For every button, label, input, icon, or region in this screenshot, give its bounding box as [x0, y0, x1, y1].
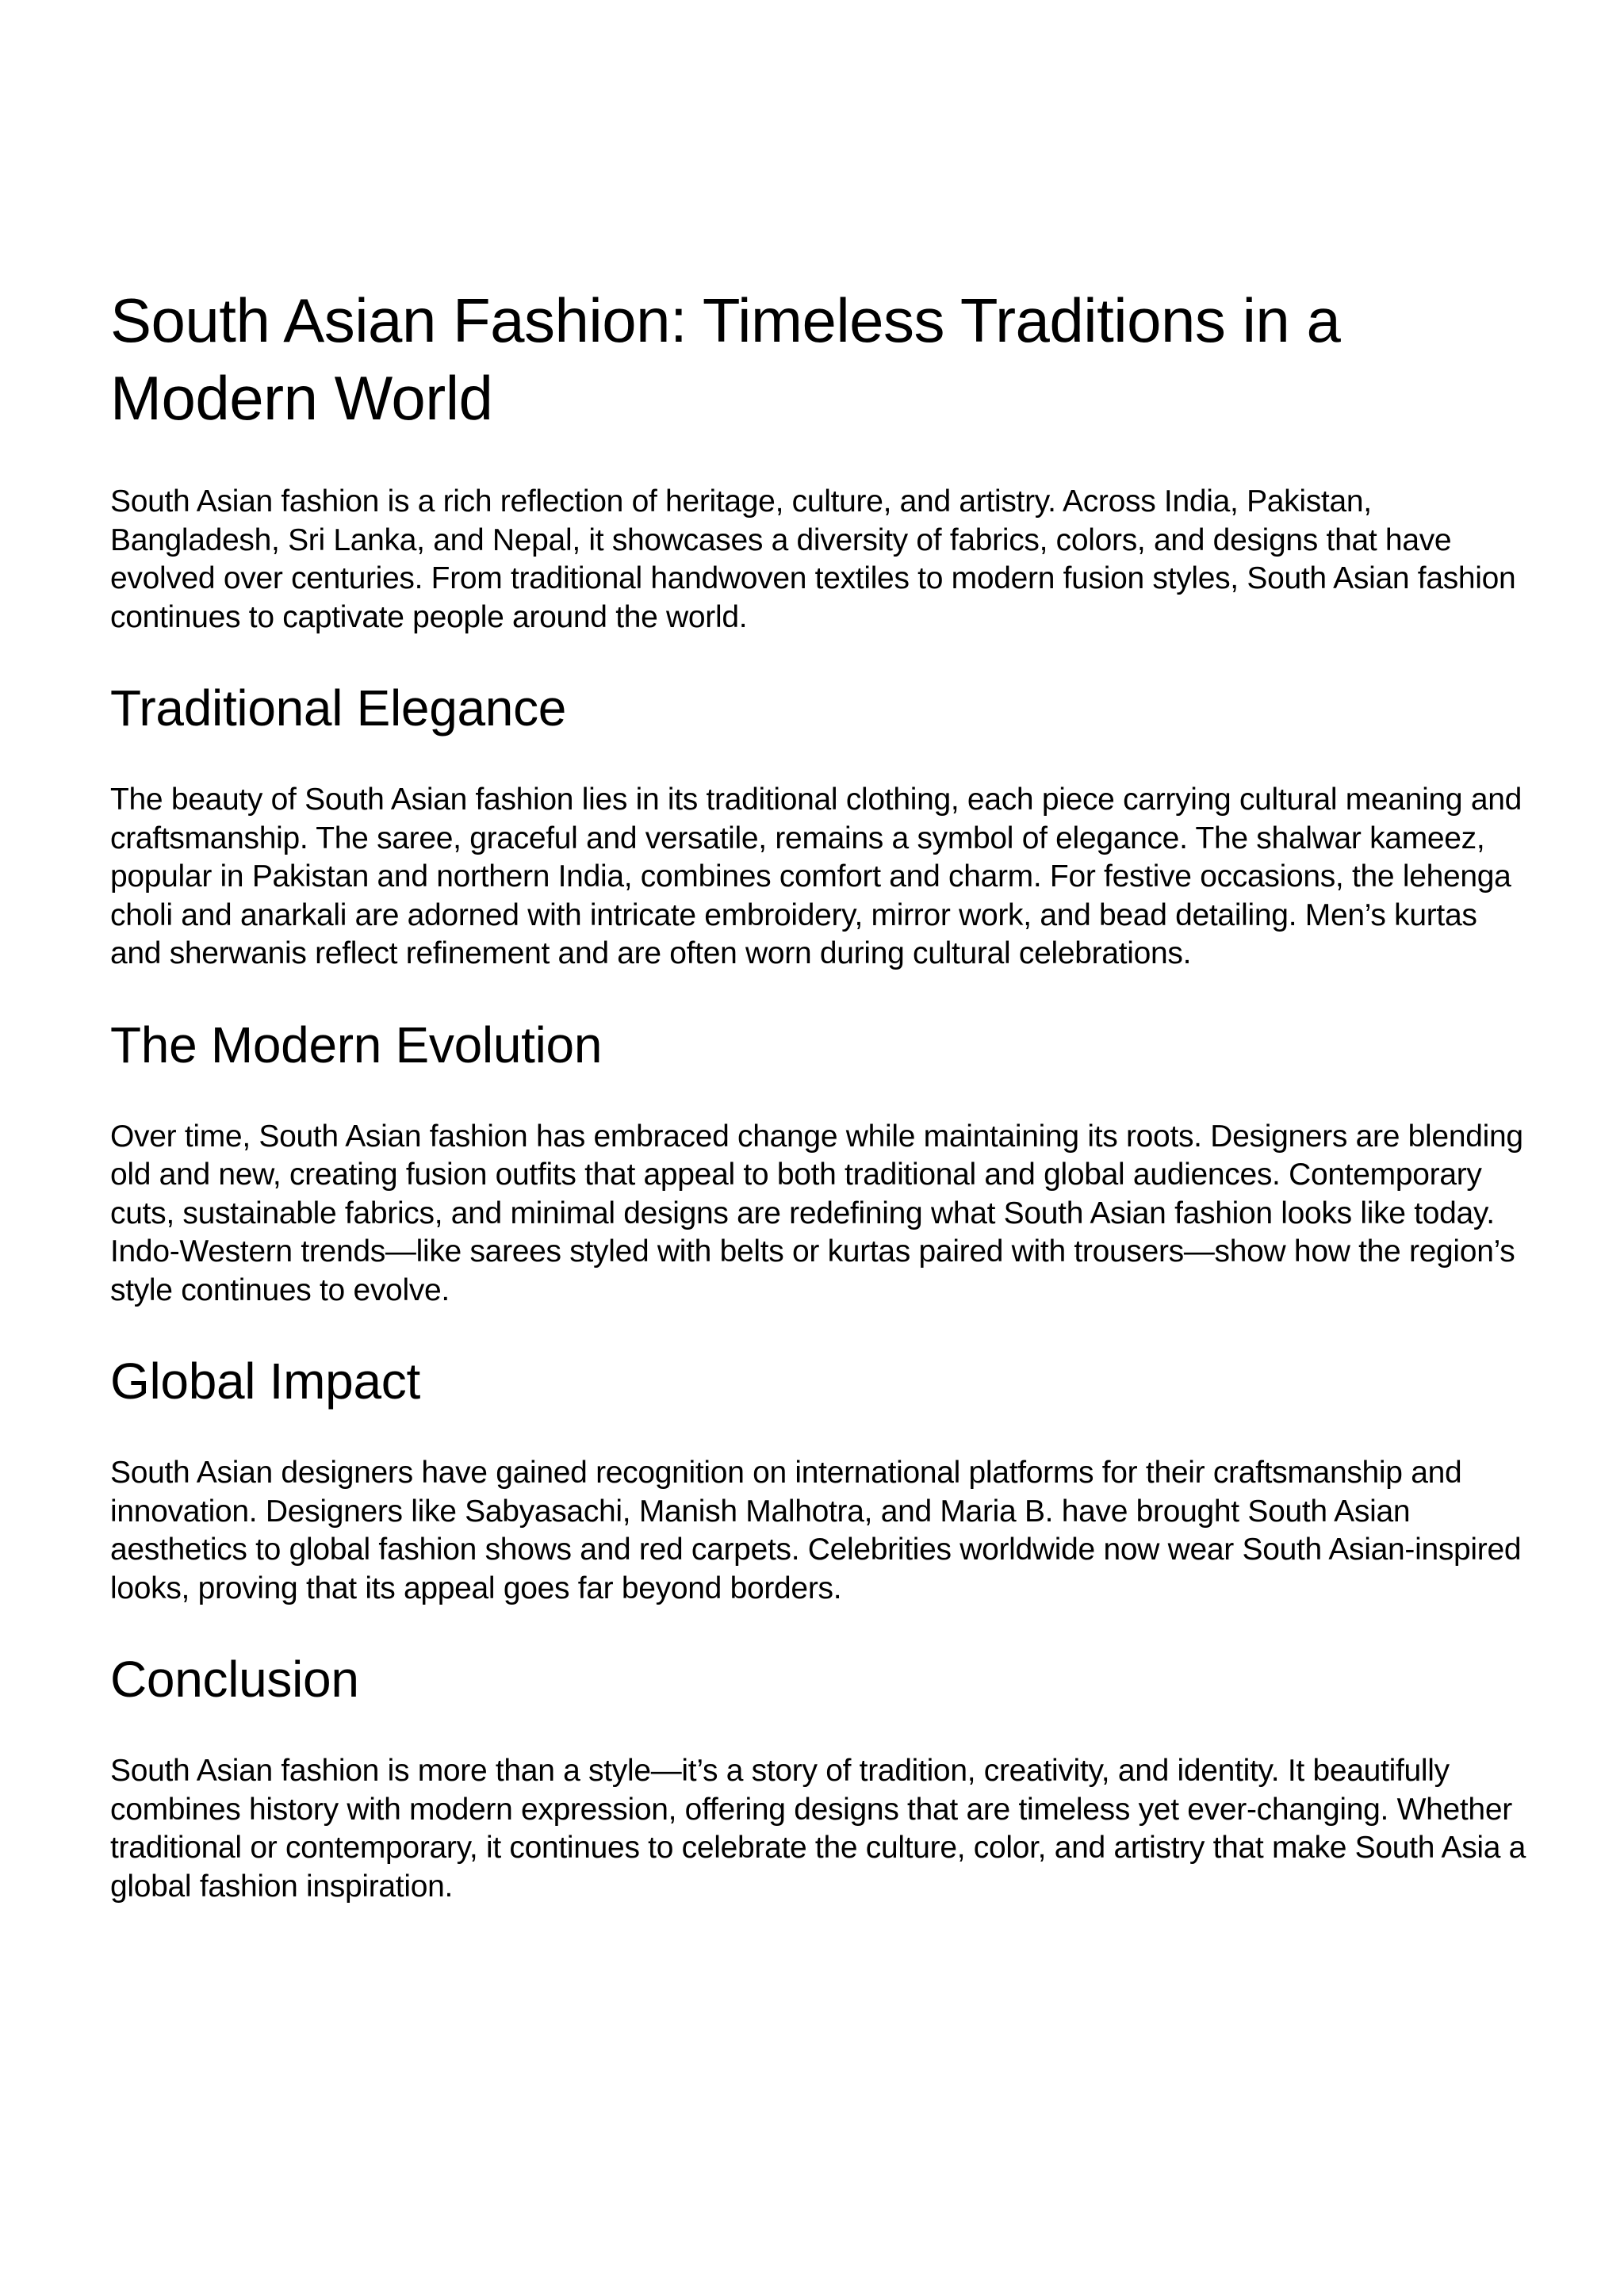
section-body-traditional-elegance: The beauty of South Asian fashion lies in its traditional clothing, each piece carrying cultural meaning and craftsmanship. The saree, graceful and versatile, remains a symbol of elegance. The shalwar kameez, popular in Pakistan and northern India, combines comfort and charm. For festive occasions, the lehenga choli and anarkali are adorned with intricate embroidery, mirror work, and bead detailing. Men’s kurtas and sherwanis reflect refinement and are often worn during cultural celebrations. [110, 783, 1522, 970]
section-body-global-impact: South Asian designers have gained recognition on international platforms for their craftsmanship and innovation. Designers like Sabyasachi, Manish Malhotra, and Maria B. have brought South Asian aesthetics to global fashion shows and red carpets. Celebrities worldwide now wear South Asian-inspired looks, proving that its appeal goes far beyond borders. [110, 1456, 1522, 1605]
section-body-modern-evolution: Over time, South Asian fashion has embraced change while maintaining its roots. Designers are blending old and new, creating fusion outfits that appeal to both traditional and global audiences. Contemporary cuts, sustainable fabrics, and minimal designs are redefining what South Asian fashion looks like today. Indo-Western trends—like sarees styled with belts or kurtas paired with trousers—show how the region’s style continues to evolve. [110, 1119, 1523, 1307]
section-heading-conclusion: Conclusion [110, 1651, 359, 1708]
section-heading-global-impact: Global Impact [110, 1353, 420, 1410]
intro-paragraph: South Asian fashion is a rich reflection of heritage, culture, and artistry. Across India, Pakistan, Bangladesh, Sri Lanka, and Nepal, it showcases a diversity of fabrics, colors, and designs that have evolved over centuries. From traditional handwoven textiles to modern fusion styles, South Asian fashion continues to captivate people around the world. [110, 484, 1516, 634]
page-title: South Asian Fashion: Timeless Traditions in a Modern World [110, 285, 1341, 433]
section-heading-modern-evolution: The Modern Evolution [110, 1016, 603, 1073]
section-heading-traditional-elegance: Traditional Elegance [110, 679, 567, 737]
section-body-conclusion: South Asian fashion is more than a style—it’s a story of tradition, creativity, and identity. It beautifully combines history with modern expression, offering designs that are timeless yet ever-changing. Whether traditional or contemporary, it continues to celebrate the culture, color, and artistry that make South Asia a global fashion inspiration. [110, 1754, 1526, 1904]
document-page [110, 281, 1530, 1946]
